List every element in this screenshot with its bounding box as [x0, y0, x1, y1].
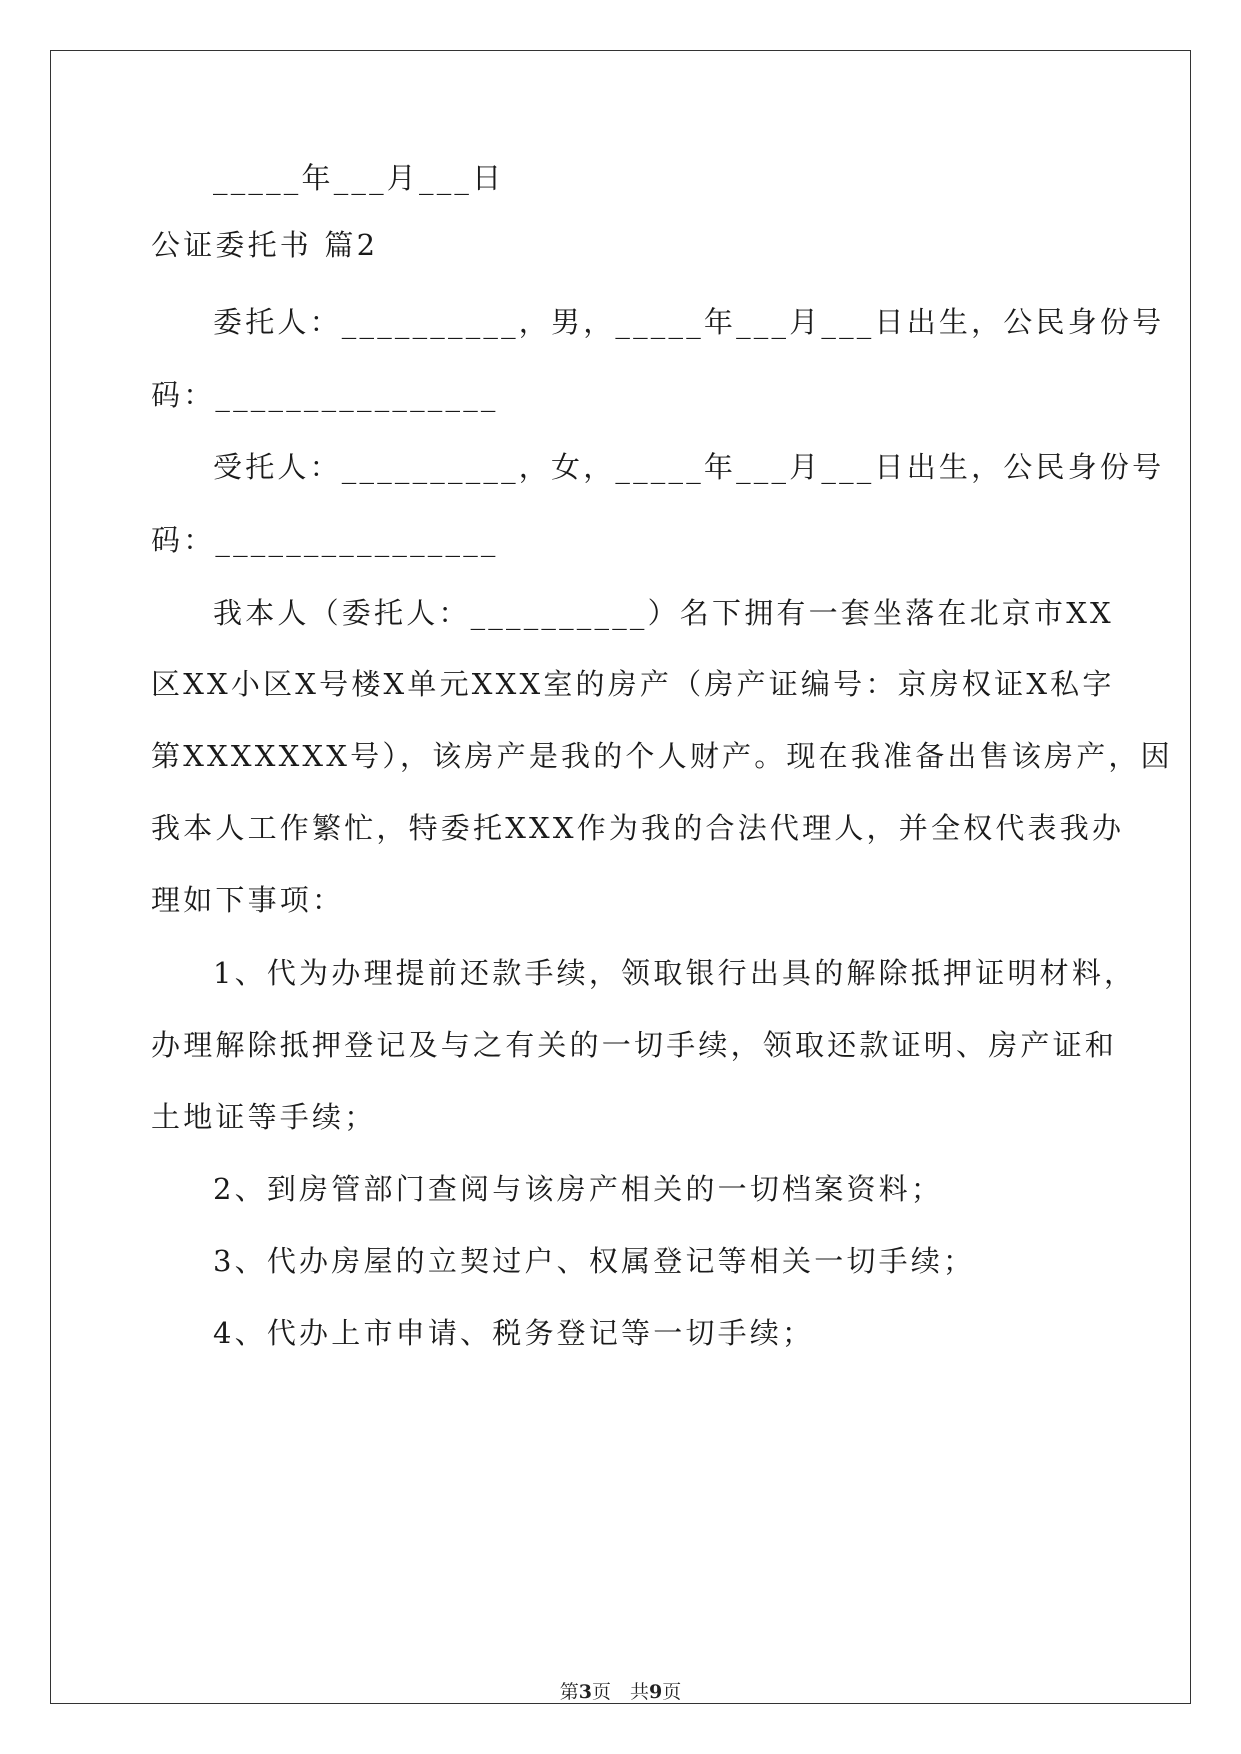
item-2: 2、到房管部门查阅与该房产相关的一切档案资料；: [213, 1172, 944, 1206]
principal-line-2: 码：________________: [151, 378, 499, 412]
total-page-number: 9: [649, 1681, 663, 1703]
item-1-line-3: 土地证等手续；: [151, 1100, 377, 1134]
page-prefix: 第: [559, 1681, 579, 1703]
body-paragraph-line-5: 理如下事项：: [151, 883, 345, 917]
page-border: [50, 50, 1191, 1704]
date-line: _____年___月___日: [213, 161, 505, 195]
body-paragraph-line-2: 区XX小区X号楼X单元XXX室的房产（房产证编号：京房权证X私字: [151, 667, 1115, 701]
principal-line-1: 委托人：__________，男，_____年___月___日出生，公民身份号: [213, 305, 1165, 339]
current-page-number: 3: [578, 1681, 592, 1703]
item-1-line-1: 1、代为办理提前还款手续，领取银行出具的解除抵押证明材料，: [213, 956, 1137, 990]
page-number-footer: [0, 1680, 1241, 1704]
item-1-line-2: 办理解除抵押登记及与之有关的一切手续，领取还款证明、房产证和: [151, 1028, 1118, 1062]
section-heading: 公证委托书 篇2: [151, 228, 379, 262]
body-paragraph-line-3: 第XXXXXXX号），该房产是我的个人财产。现在我准备出售该房产，因: [151, 739, 1173, 773]
body-paragraph-line-4: 我本人工作繁忙，特委托XXX作为我的合法代理人，并全权代表我办: [151, 811, 1125, 845]
agent-line-2: 码：________________: [151, 523, 499, 557]
body-paragraph-line-1: 我本人（委托人：__________）名下拥有一套坐落在北京市XX: [213, 596, 1114, 630]
page-mid: 页 共: [591, 1681, 649, 1703]
agent-line-1: 受托人：__________，女，_____年___月___日出生，公民身份号: [213, 450, 1165, 484]
page-suffix: 页: [662, 1681, 682, 1703]
item-3: 3、代办房屋的立契过户、权属登记等相关一切手续；: [213, 1244, 976, 1278]
item-4: 4、代办上市申请、税务登记等一切手续；: [213, 1316, 815, 1350]
